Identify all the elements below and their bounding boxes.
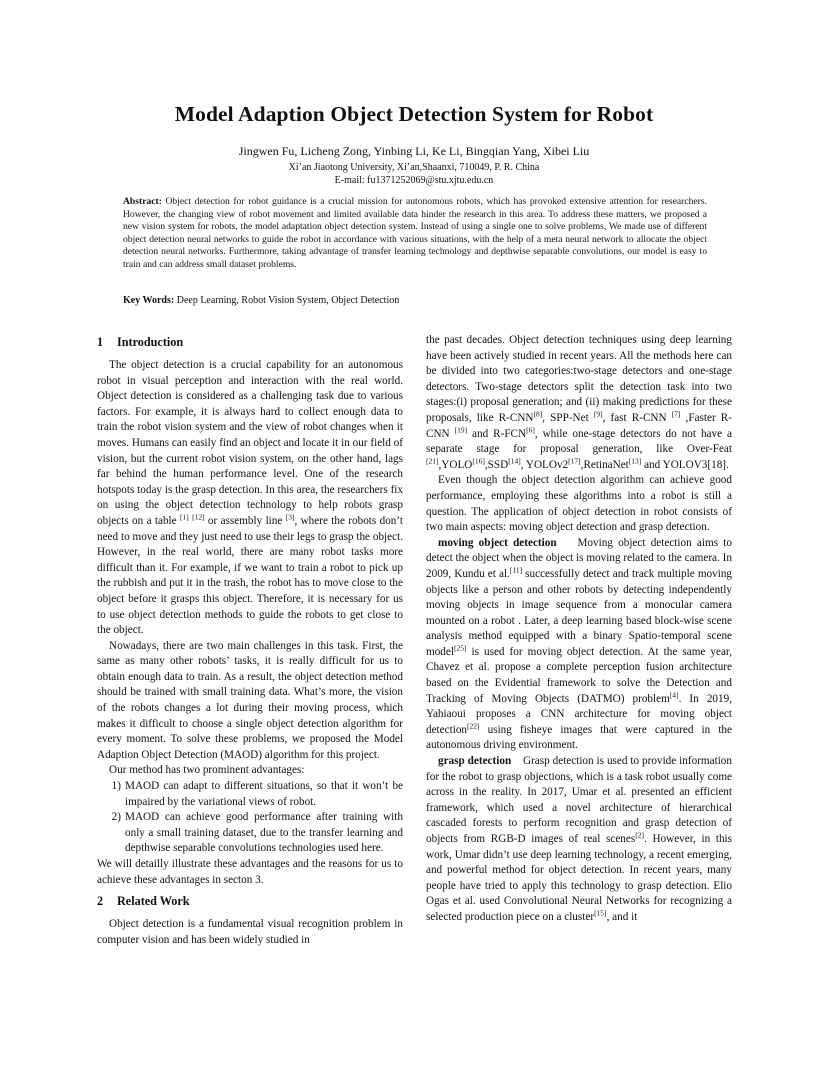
citation: [1] bbox=[179, 512, 189, 522]
section-title: Related Work bbox=[117, 894, 190, 909]
citation: [3] bbox=[285, 512, 295, 522]
citation: [9] bbox=[593, 409, 603, 419]
keywords-text: Deep Learning, Robot Vision System, Object Detection bbox=[176, 295, 400, 306]
list-item bbox=[97, 810, 403, 857]
keywords-label: Key Words: bbox=[123, 295, 175, 306]
paragraph-heading: moving object detection bbox=[438, 536, 557, 549]
citation: [11] bbox=[509, 565, 523, 575]
affiliation: Xi’an Jiaotong University, Xi’an,Shaanxi, 710049, P. R. China bbox=[288, 162, 540, 173]
list-item bbox=[97, 779, 403, 810]
citation: [8] bbox=[533, 409, 543, 419]
abstract-label: Abstract: bbox=[123, 196, 162, 207]
citation: [15] bbox=[594, 908, 607, 918]
related-paragraph-2: Even though the object detection algorithm can achieve good performance, employing these algorithms into a robot is still a question. The application of object detection in robot consists of two main aspects: moving object detection and grasp detection. bbox=[426, 474, 732, 534]
paragraph-heading: grasp detection bbox=[438, 755, 512, 768]
moving-object-detection-paragraph: moving object detection Moving object detection aims to detect the object when the object is moving related to the camera. In 2009, Kundu et al.[11] successfully detect and track multiple moving objects like a person and other robots by detecting independently moving objects in image sequence from a monocular camera mounted on a robot . Later, a deep learning based block-wise scene analysis method equipped with a binary Spatio-temporal scene model[25] is used for moving object detection. At the same year, Chavez et al. propose a complete perception fusion architecture based on the Evidential framework to solve the Detection and Tracking of Moving Objects (DATMO) problem[4]. In 2019, Yahiaoui proposes a CNN architecture for moving object detection[22] using fisheye images that were captured in the autonomous driving environment. bbox=[426, 536, 733, 752]
related-paragraph-1: Object detection is a fundamental visual recognition problem in computer vision and has been widely studied in bbox=[97, 918, 403, 946]
left-column bbox=[97, 332, 403, 948]
abstract-text: Object detection for robot guidance is a crucial mission for autonomous robots, which has provoked extensive attention for researchers. However, the changing view of robot movement and limited available data hinder the research in this area. To address these matters, we proposed a new vision system for robots, the model adaptation object detection system. Instead of using a single one to solve problems, We made use of different object detection neural networks to guide the robot in accordance with various situations, with the help of a meta neural network to allocate the object detection neural networks. Furthermore, taking advantage of transfer learning technology and depthwise separable convolutions, our model is easy to train and can address small dataset problems. bbox=[123, 196, 707, 270]
affiliation-block bbox=[0, 161, 828, 187]
author-list: Jingwen Fu, Licheng Zong, Yinbing Li, Ke Li, Bingqian Yang, Xibei Liu bbox=[238, 144, 590, 158]
citation: [22] bbox=[467, 721, 480, 731]
citation: [16] bbox=[472, 456, 485, 466]
paper-title: Model Adaption Object Detection System for Robot bbox=[174, 102, 654, 126]
intro-paragraph-2: Nowadays, there are two main challenges in this task. First, the same as many other robots’ tasks, it is really difficult for us to obtain enough data to train. As a result, the object detection method should be trained with small training data. What’s more, the vision of the robots changes a lot during their moving process, which makes it difficult to choose a single object detection algorithm for every moment. To solve these problems, we proposed the Model Adaption Object Detection (MAOD) algorithm for this project. bbox=[97, 639, 403, 761]
abstract bbox=[123, 196, 707, 271]
citation: [14] bbox=[508, 456, 521, 466]
list-item-text: MAOD can adapt to different situations, so that it won’t be impaired by the variational views of robot. bbox=[125, 780, 403, 808]
section-title: Introduction bbox=[117, 335, 184, 349]
list-item-number: 1) bbox=[111, 780, 121, 793]
citation: [21] bbox=[426, 456, 439, 466]
right-column bbox=[426, 333, 732, 926]
citation: [25] bbox=[453, 643, 467, 653]
section-heading-introduction bbox=[97, 334, 403, 350]
intro-paragraph-4: We will detailly illustrate these advantages and the reasons for us to achieve these advantages in secton 3. bbox=[97, 858, 403, 886]
section-heading-related-work bbox=[97, 893, 403, 909]
citation: [12] bbox=[192, 512, 205, 522]
citation: [13] bbox=[628, 456, 642, 466]
related-paragraph-1-cont: the past decades. Object detection techniques using deep learning have been actively studied in recent years. All the methods here can be divided into two categories:two-stage detectors and one-stage detectors. Two-stage detectors split the detection task into two stages:(i) proposal generation; and (ii) making predictions for these proposals, like R-CNN[8], SPP-Net [9], fast R-CNN [7] ,Faster R-CNN [19] and R-FCN[6], while one-stage detectors do not have a separate stage for proposal generation, like Over-Feat [21],YOLO[16],SSD[14], YOLOv2[17],RetinaNet[13] and YOLOV3[18]. bbox=[426, 334, 732, 471]
section-number: 1 bbox=[97, 335, 104, 349]
keywords bbox=[123, 295, 707, 306]
citation: [4] bbox=[669, 689, 679, 699]
grasp-detection-paragraph: grasp detection Grasp detection is used to provide information for the robot to grasp objections, which is a task robot usually come across in the reality. In 2017, Umar et al. presented an efficient framework, which used a novel architecture of hierarchical cascaded forests to perform recognition and grasp detection of objects from RGB-D images of real scenes[2]. However, in this work, Umar didn’t use deep learning technology, a recent emerging, and powerful method for object detection. In recent years, many people have tried to apply this technology to grasp detection. Elio Ogas et al. used Convolutional Neural Networks for recognizing a selected production piece on a cluster[15], and it bbox=[426, 755, 733, 923]
email: E-mail: fu1371252069@stu.xjtu.edu.cn bbox=[334, 175, 494, 186]
citation: [2] bbox=[635, 830, 644, 840]
intro-paragraph-1: The object detection is a crucial capability for an autonomous robot in visual perception and interaction with the real world. Object detection is considered as a challenging task due to various factors. For example, it is always hard to collect enough data to train the robot vision system and the view of robot changes when it moves. Humans can easily find an object and locate it in our field of vision, but the current robot vision system, on the other hand, lags far behind the human performance level. One of the research hotspots today is the grasp detection. In this area, the researchers fix on using the object detection technology to help robots grasp objects on a table [1] [12] or assembly line [3], where the robots don’t need to move and they just need to use their legs to grasp the object. However, in the real world, there are many robot tasks more difficult than it. For example, if we want to train a robot to pick up the rubbish and put it in the trash, the robot has to move close to the object before it grasps this object. Therefore, it is necessary for us to use object detection methods to guide the robots to get close to the object. bbox=[97, 359, 404, 637]
section-number: 2 bbox=[97, 894, 104, 909]
list-item-text: MAOD can achieve good performance after training with only a small training dataset, due to the transfer learning and depthwise separable convolutions technologies used here. bbox=[125, 811, 403, 855]
citation: [6] bbox=[526, 424, 535, 434]
intro-paragraph-3: Our method has two prominent advantages: bbox=[109, 764, 305, 777]
list-item-number: 2) bbox=[111, 811, 121, 824]
citation: [17] bbox=[568, 456, 581, 466]
citation: [19] bbox=[454, 424, 468, 434]
citation: [7] bbox=[671, 409, 681, 419]
